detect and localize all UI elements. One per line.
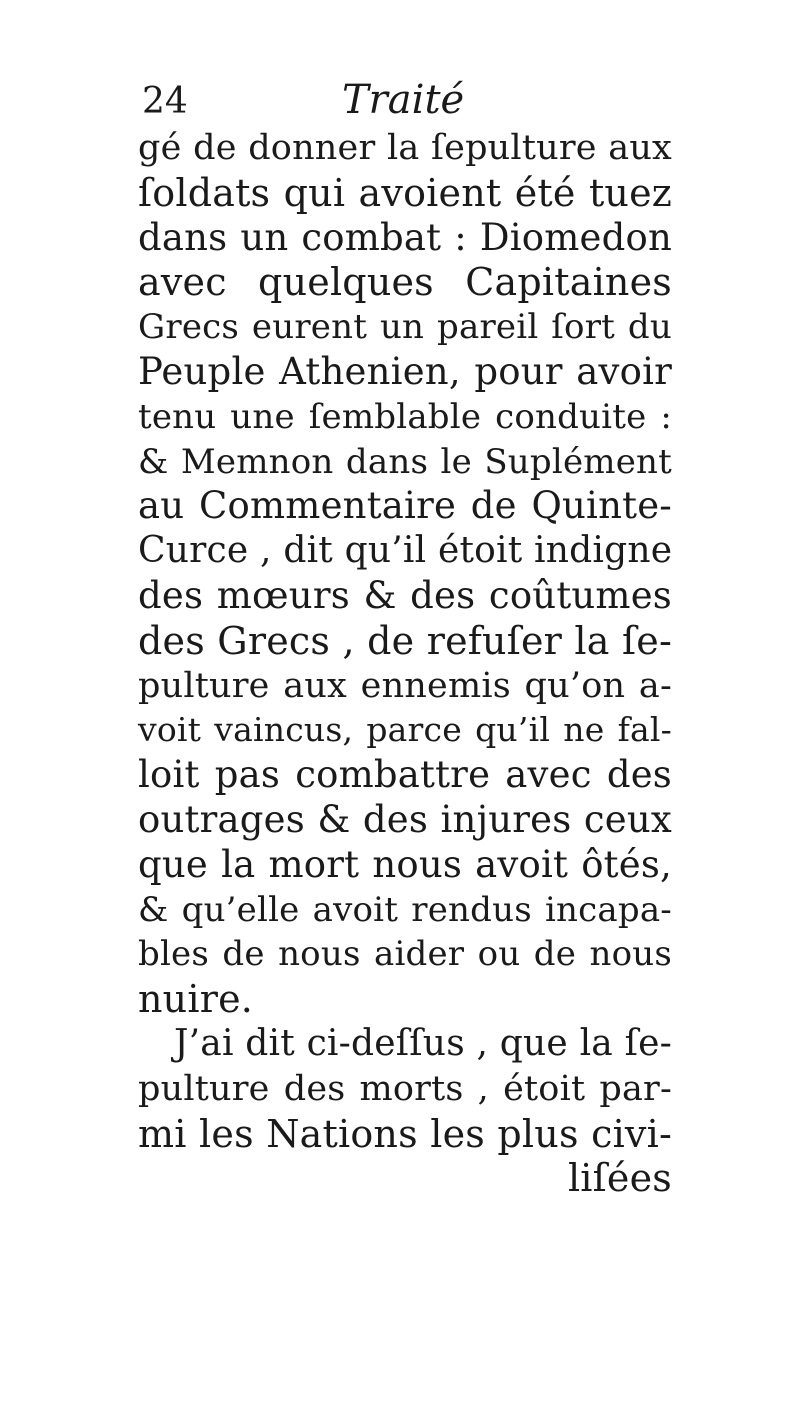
text-line: bles de nous aider ou de nous <box>138 934 672 975</box>
text-line: dans un combat : Diomedon <box>138 215 672 259</box>
text-line: loit pas combattre avec des <box>138 753 672 797</box>
paragraph-end-line: nuire. <box>138 977 254 1022</box>
text-line: mi les Nations les plus civi- <box>138 1111 672 1156</box>
page-header <box>142 78 662 128</box>
text-line: pulture aux ennemis qu’on a- <box>138 665 672 706</box>
text-line: & Memnon dans le Suplément <box>138 441 672 482</box>
text-line: que la mort nous avoit ôtés, <box>138 842 672 886</box>
text-line: & qu’elle avoit rendus incapa- <box>138 889 672 930</box>
paragraph-start-line: J’ai dit ci-deſſus , que la ſe- <box>174 1022 672 1064</box>
running-title: Traité <box>342 77 465 123</box>
text-line: pulture des morts , étoit par- <box>138 1068 672 1109</box>
text-line: des Grecs , de refuſer la ſe- <box>138 618 672 663</box>
text-line: des mœurs & des coûtumes <box>138 573 672 617</box>
text-line: gé de donner la ſepulture aux <box>138 128 672 168</box>
page-number: 24 <box>142 81 188 122</box>
text-line: voit vaincus, parce qu’il ne fal- <box>138 710 672 750</box>
text-line: tenu une ſemblable conduite : <box>138 396 672 437</box>
text-line: Grecs eurent un pareil ſort du <box>138 307 672 348</box>
body-text <box>138 126 672 1201</box>
text-line: Peuple Athenien, pour avoir <box>138 349 672 393</box>
text-line: avec quelques Capitaines <box>138 260 672 305</box>
text-line: Curce , dit qu’il étoit indigne <box>138 530 673 572</box>
text-line: au Commentaire de Quinte- <box>138 484 672 528</box>
catchword: liſées <box>567 1156 672 1201</box>
text-line: ſoldats qui avoient été tuez <box>138 170 672 215</box>
text-line: outrages & des injures ceux <box>138 797 672 841</box>
